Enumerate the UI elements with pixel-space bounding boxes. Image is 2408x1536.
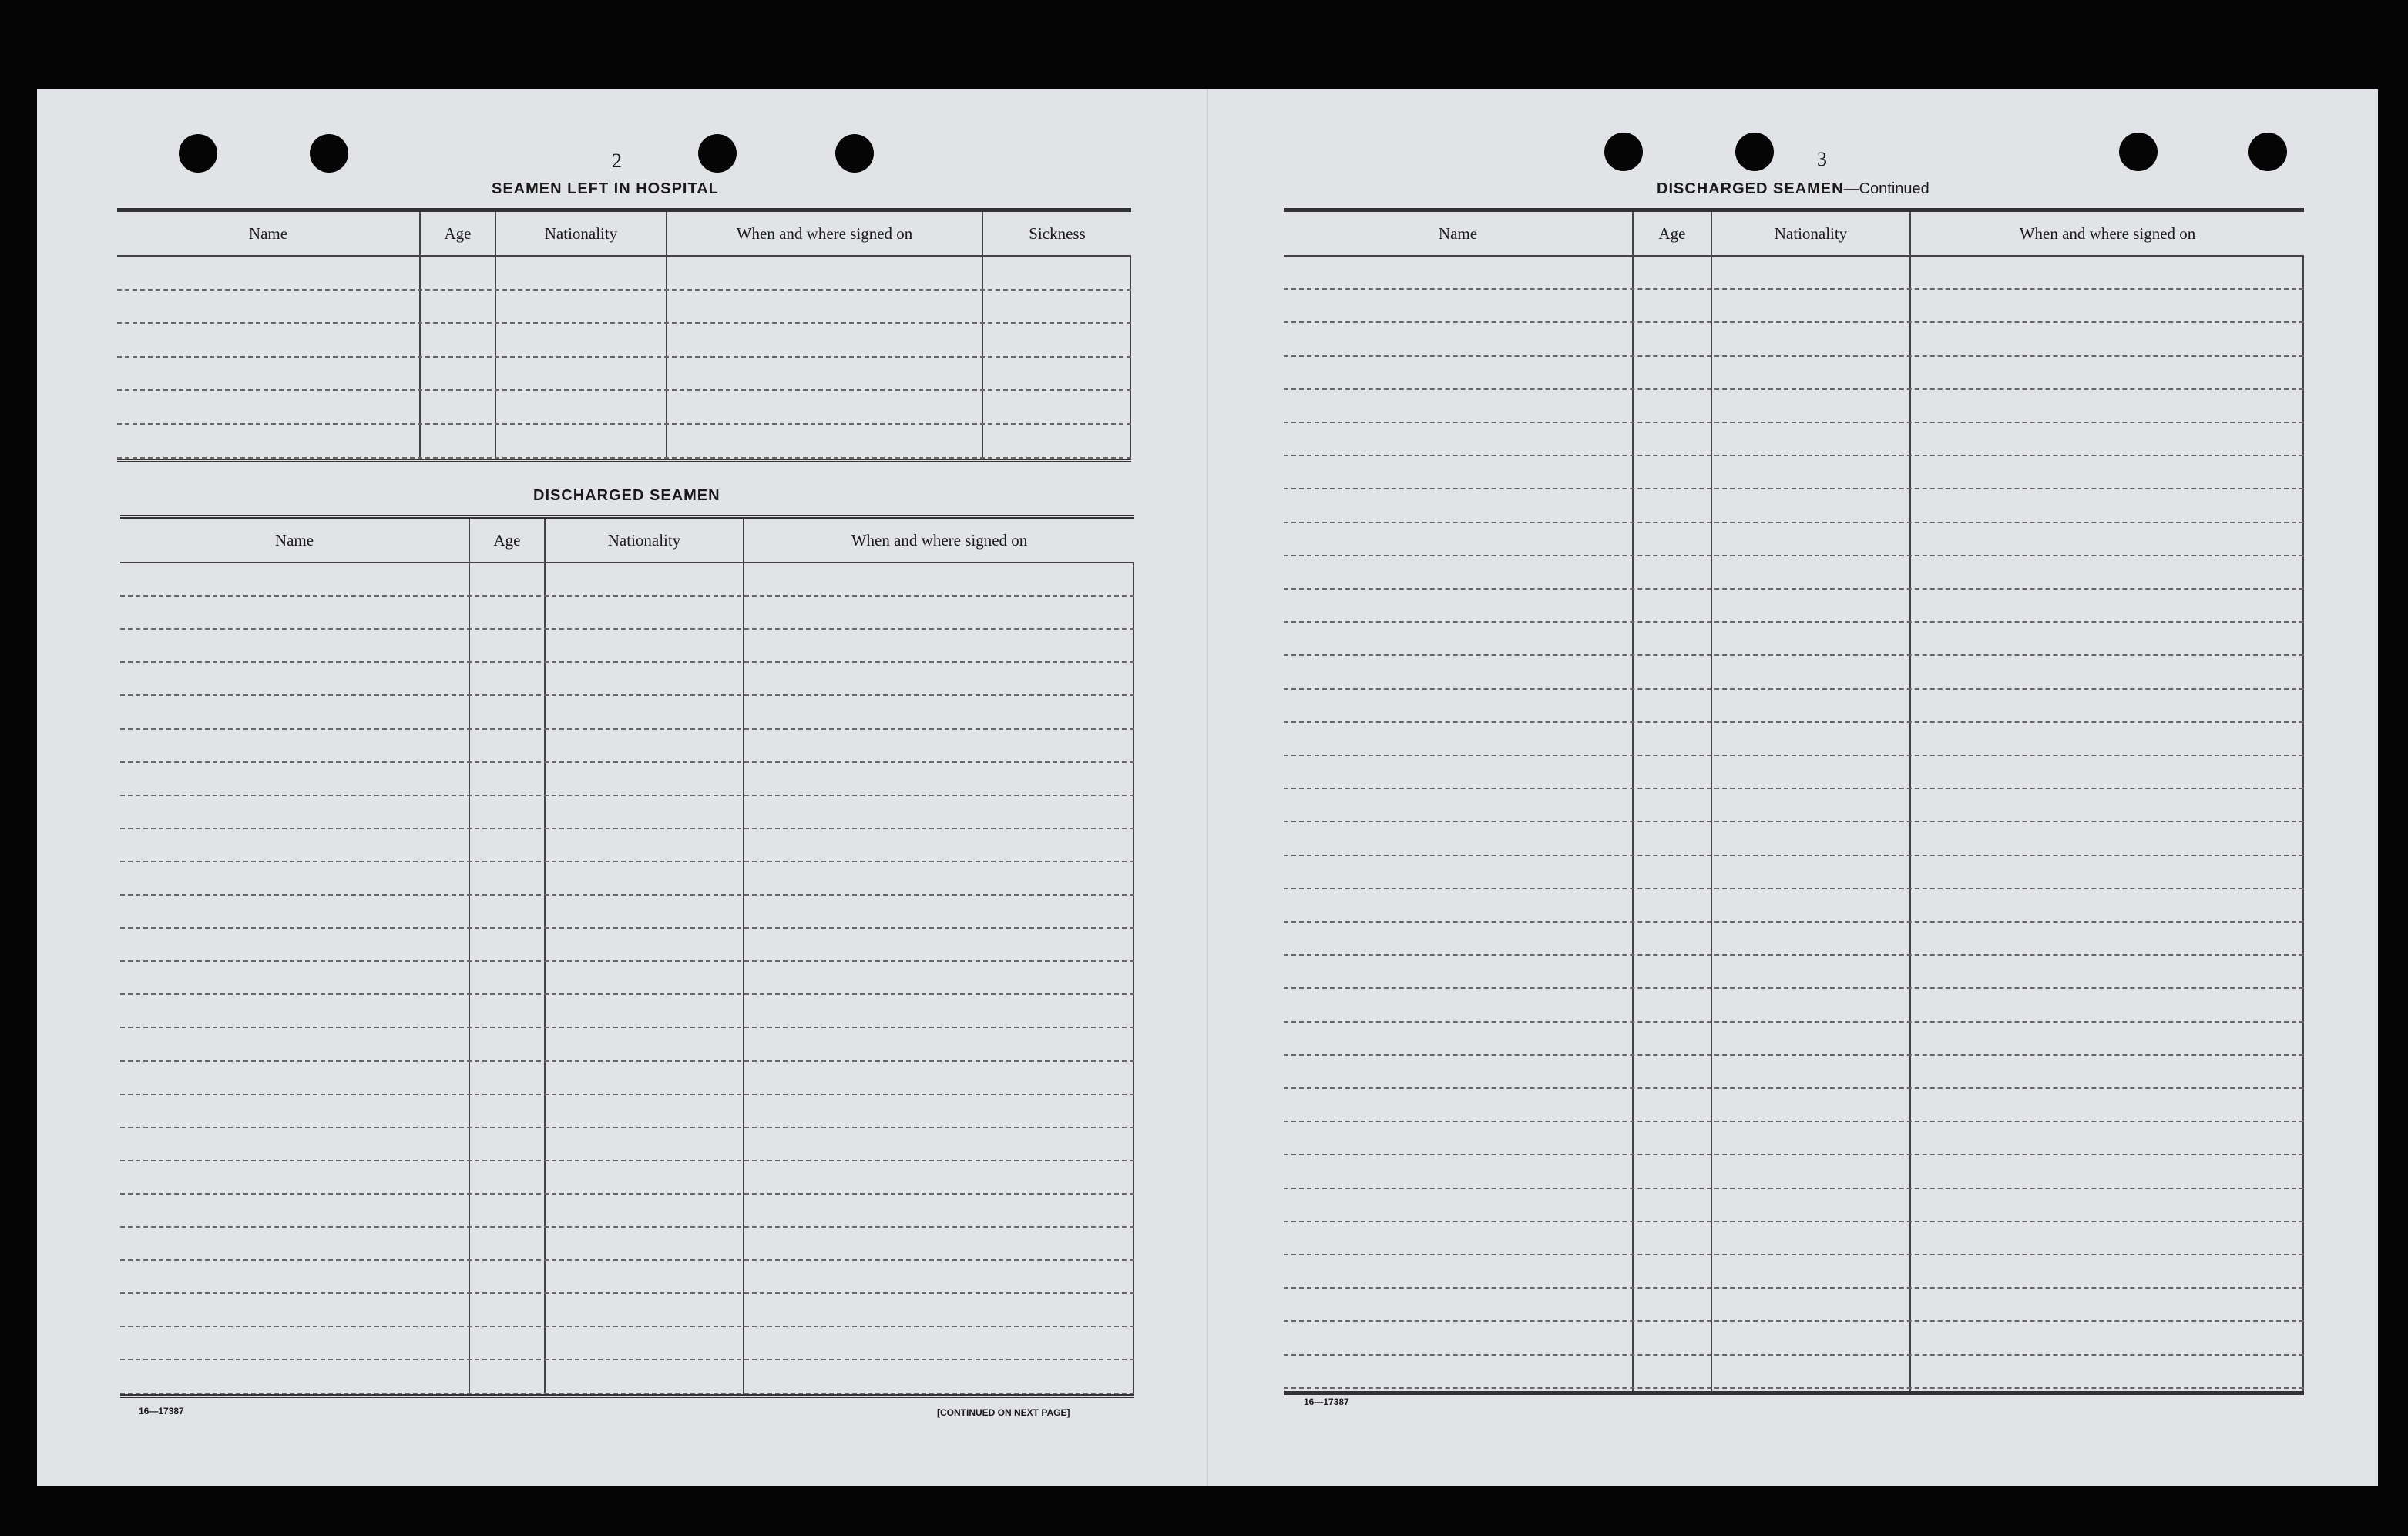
entry-line <box>120 993 1134 995</box>
entry-line <box>1284 488 2304 489</box>
left-page <box>37 89 1208 1486</box>
form-number: 16—17387 <box>139 1406 184 1417</box>
continued-note: [CONTINUED ON NEXT PAGE] <box>937 1407 1070 1418</box>
discharged-continued-table <box>1284 208 2304 1395</box>
entry-line <box>120 795 1134 796</box>
entry-line <box>120 728 1134 730</box>
entry-line <box>120 761 1134 763</box>
column-name <box>117 257 421 459</box>
column-header-name: Name <box>120 519 470 562</box>
discharged-table-header <box>120 519 1134 563</box>
column-header-nationality: Nationality <box>1712 212 1911 255</box>
column-age <box>470 563 546 1394</box>
entry-line <box>120 661 1134 663</box>
entry-line <box>120 1160 1134 1161</box>
entry-line <box>1284 888 2304 889</box>
punch-hole <box>2248 133 2287 171</box>
entry-line <box>1284 1354 2304 1356</box>
column-nationality <box>496 257 667 459</box>
column-signed-on <box>667 257 983 459</box>
entry-line <box>1284 555 2304 556</box>
entry-line <box>1284 688 2304 690</box>
entry-line <box>1284 721 2304 723</box>
entry-line <box>120 1259 1134 1261</box>
column-header-age: Age <box>470 519 546 562</box>
entry-line <box>117 356 1131 358</box>
entry-line <box>1284 288 2304 290</box>
entry-line <box>120 960 1134 962</box>
punch-hole <box>179 134 217 173</box>
page-number: 3 <box>1817 148 1827 170</box>
entry-line <box>1284 321 2304 323</box>
entry-line <box>1284 455 2304 456</box>
column-header-sickness: Sickness <box>1029 224 1086 243</box>
entry-line <box>120 894 1134 896</box>
entry-line <box>1284 1054 2304 1056</box>
entry-line <box>1284 1221 2304 1222</box>
entry-line <box>1284 388 2304 390</box>
column-header-nationality: Nationality <box>496 212 667 255</box>
paper-sheet <box>37 89 2378 1486</box>
entry-line <box>1284 755 2304 756</box>
entry-line <box>120 1094 1134 1095</box>
entry-line <box>1284 821 2304 822</box>
section-title-hospital: SEAMEN LEFT IN HOSPITAL <box>492 180 719 197</box>
hospital-table-body <box>117 257 1131 459</box>
column-header-nationality: Nationality <box>546 519 744 562</box>
hospital-table-header <box>117 212 1131 257</box>
column-header-signed-on: When and where signed on <box>2019 224 2196 243</box>
column-header-name: Name <box>1284 212 1634 255</box>
entry-line <box>1284 921 2304 923</box>
entry-line <box>1284 621 2304 623</box>
entry-line <box>1284 422 2304 423</box>
section-title-discharged-continued <box>1657 180 1929 198</box>
entry-line <box>1284 954 2304 956</box>
column-header-name: Name <box>117 212 421 255</box>
entry-line <box>1284 1387 2304 1389</box>
entry-line <box>120 694 1134 696</box>
column-age <box>421 257 496 459</box>
entry-line <box>120 1060 1134 1062</box>
section-title-discharged: DISCHARGED SEAMEN <box>533 487 720 504</box>
right-page <box>1208 89 2378 1486</box>
entry-line <box>1284 654 2304 656</box>
entry-line <box>1284 788 2304 789</box>
entry-line <box>1284 355 2304 357</box>
entry-line <box>117 322 1131 324</box>
entry-line <box>120 1027 1134 1028</box>
section-title-text: DISCHARGED SEAMEN <box>1657 180 1844 197</box>
entry-line <box>1284 588 2304 590</box>
entry-line <box>1284 1087 2304 1089</box>
discharged-table <box>120 515 1134 1398</box>
entry-line <box>120 828 1134 829</box>
entry-line <box>117 289 1131 291</box>
column-header-age: Age <box>421 212 496 255</box>
column-header-age: Age <box>1634 212 1712 255</box>
entry-line <box>117 423 1131 425</box>
entry-line <box>120 861 1134 862</box>
discharged-table-body <box>120 563 1134 1394</box>
form-number: 16—17387 <box>1304 1397 1349 1407</box>
column-header-signed-on: When and where signed on <box>851 530 1028 550</box>
entry-line <box>1284 1021 2304 1023</box>
entry-line <box>120 927 1134 929</box>
entry-line <box>120 1226 1134 1228</box>
entry-line <box>120 1359 1134 1360</box>
column-sickness <box>983 257 1131 459</box>
entry-line <box>1284 1188 2304 1189</box>
punch-hole <box>835 134 874 173</box>
entry-line <box>120 1326 1134 1327</box>
entry-line <box>1284 1154 2304 1155</box>
entry-line <box>120 1127 1134 1128</box>
section-title-suffix: —Continued <box>1843 180 1929 197</box>
entry-line <box>1284 522 2304 523</box>
punch-hole <box>310 134 348 173</box>
entry-line <box>120 1292 1134 1294</box>
entry-line <box>120 628 1134 630</box>
entry-line <box>1284 1254 2304 1255</box>
column-header-signed-on: When and where signed on <box>667 212 983 255</box>
entry-line <box>1284 1320 2304 1322</box>
entry-line <box>1284 1121 2304 1122</box>
discharged-continued-table-body <box>1284 257 2304 1391</box>
page-number: 2 <box>612 150 622 172</box>
entry-line <box>120 595 1134 597</box>
discharged-continued-table-header <box>1284 212 2304 257</box>
column-name <box>120 563 470 1394</box>
column-nationality <box>546 563 744 1394</box>
punch-hole <box>2119 133 2158 171</box>
punch-hole <box>1735 133 1774 171</box>
entry-line <box>120 1193 1134 1195</box>
entry-line <box>1284 987 2304 989</box>
entry-line <box>117 457 1131 459</box>
punch-hole <box>1604 133 1643 171</box>
hospital-table <box>117 208 1131 462</box>
entry-line <box>1284 855 2304 856</box>
column-signed-on <box>744 563 1134 1394</box>
entry-line <box>1284 1287 2304 1289</box>
entry-line <box>117 389 1131 391</box>
punch-hole <box>698 134 737 173</box>
entry-line <box>120 1393 1134 1394</box>
